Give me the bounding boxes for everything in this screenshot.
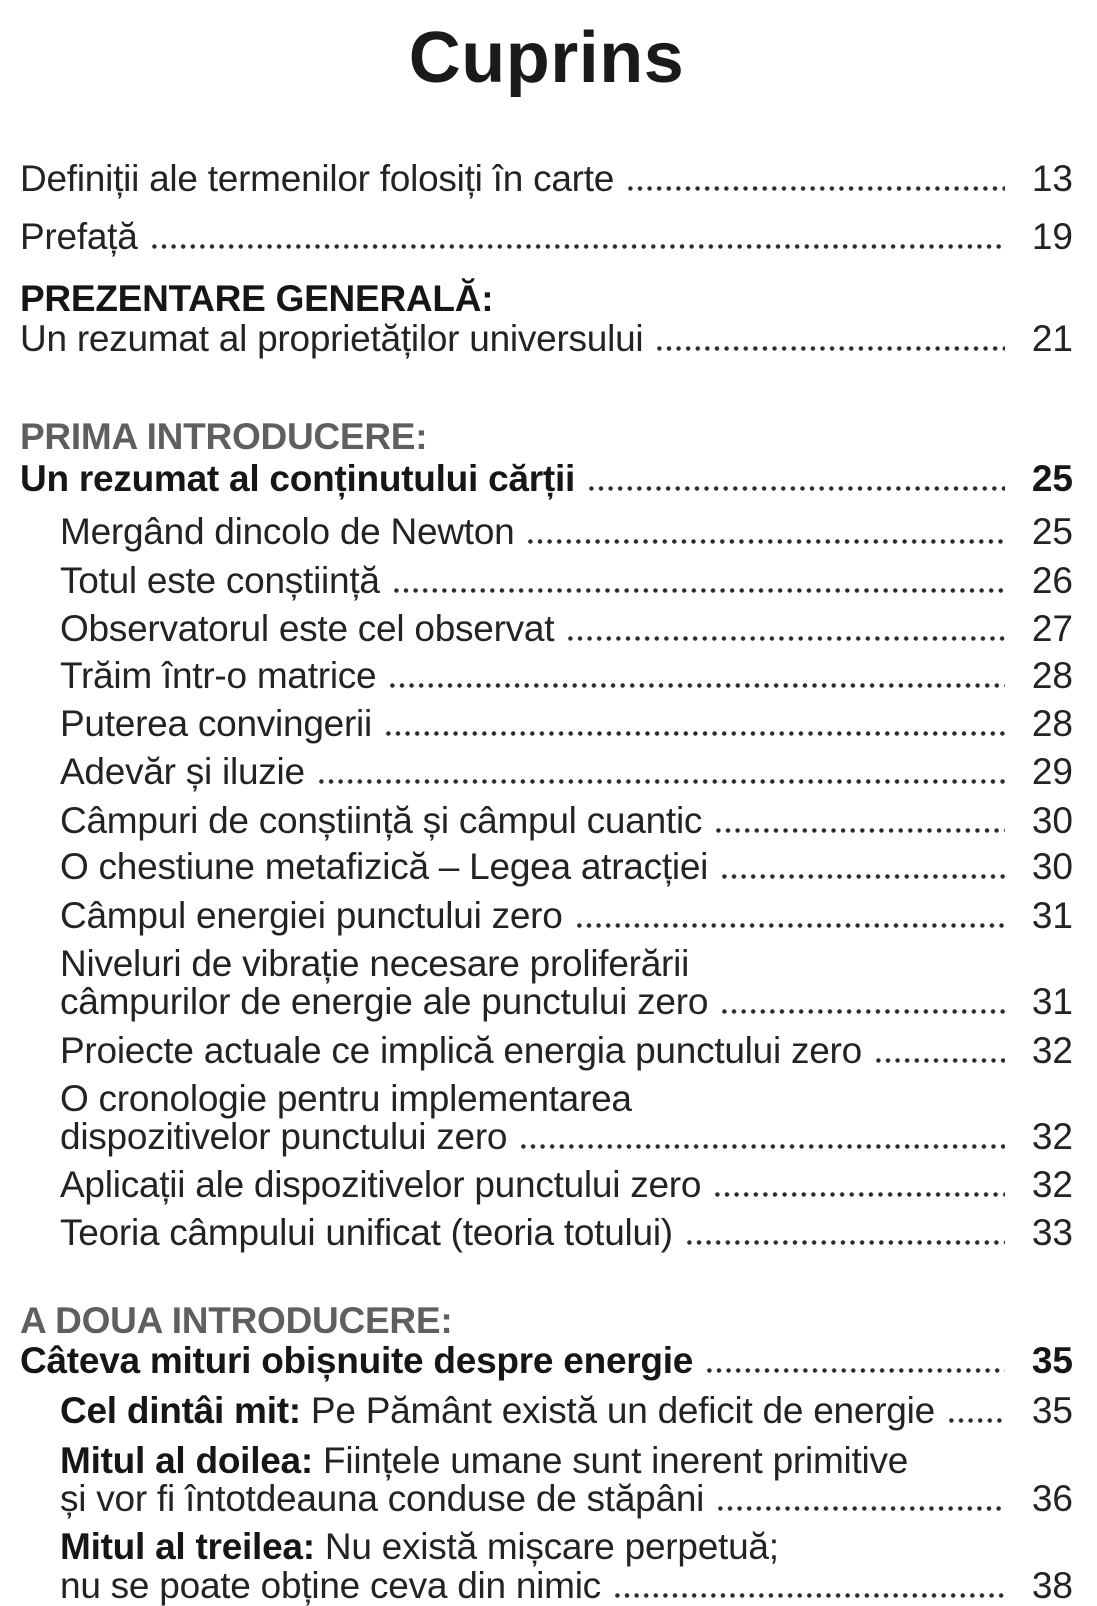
- toc-page-number: 30: [1031, 800, 1073, 841]
- toc-row: [20, 848, 1073, 886]
- toc-entry-label: Niveluri de vibrație necesare proliferării: [60, 943, 690, 984]
- toc-page-number: 21: [1031, 318, 1073, 359]
- toc-page-number: 28: [1031, 655, 1073, 696]
- toc-leader-dots: [718, 1506, 1005, 1511]
- toc-entry-label: Puterea convingerii: [60, 703, 372, 744]
- toc-leader-dots: [568, 636, 1005, 641]
- toc-entry-label: Totul este conștiință: [60, 560, 380, 601]
- toc-entry-label: Definiții ale termenilor folosiți în carte: [20, 158, 615, 199]
- toc-page-number: 19: [1031, 216, 1073, 257]
- toc-row: [20, 1480, 1073, 1518]
- toc-leader-dots: [657, 346, 1005, 351]
- toc-leader-dots: [521, 1144, 1005, 1149]
- toc-row: [20, 753, 1073, 791]
- toc-page-number: 32: [1031, 1116, 1073, 1157]
- toc-entry-label: Cel dintâi mit: Pe Pământ există un deficit de energie: [60, 1390, 935, 1431]
- toc-page-number: 27: [1031, 608, 1073, 649]
- toc-row: [20, 1392, 1073, 1430]
- toc-entry-label: Teoria câmpului unificat (teoria totului): [60, 1212, 673, 1253]
- toc-row: [20, 1080, 1073, 1118]
- toc-row: [20, 983, 1073, 1021]
- toc-list: [20, 160, 1073, 1605]
- toc-entry-label: nu se poate obține ceva din nimic: [60, 1565, 601, 1606]
- toc-row: [20, 657, 1073, 695]
- toc-row: [20, 1567, 1073, 1605]
- toc-entry-label: Un rezumat al conținutului cărții: [20, 458, 576, 499]
- toc-page-number: 30: [1031, 846, 1073, 887]
- toc-leader-dots: [386, 731, 1005, 736]
- toc-entry-label: Adevăr și iluzie: [60, 751, 305, 792]
- toc-page-number: 29: [1031, 751, 1073, 792]
- toc-row: [20, 320, 1073, 358]
- toc-page-number: 25: [1031, 458, 1073, 499]
- toc-section-header: [20, 280, 1073, 318]
- toc-entry-label: Câteva mituri obișnuite despre energie: [20, 1340, 694, 1381]
- toc-entry-label: PRIMA INTRODUCERE:: [20, 416, 428, 457]
- toc-row: [20, 160, 1073, 198]
- toc-entry-label: O chestiune metafizică – Legea atracției: [60, 846, 709, 887]
- toc-page-number: 35: [1031, 1390, 1073, 1431]
- toc-page-number: 36: [1031, 1478, 1073, 1519]
- toc-leader-dots: [707, 1368, 1005, 1373]
- toc-page-number: 28: [1031, 703, 1073, 744]
- toc-entry-label: Aplicații ale dispozitivelor punctului zero: [60, 1164, 702, 1205]
- toc-entry-label: câmpurilor de energie ale punctului zero: [60, 981, 709, 1022]
- toc-page-number: 31: [1031, 981, 1073, 1022]
- toc-row: [20, 1166, 1073, 1204]
- toc-entry-label: Un rezumat al proprietăților universului: [20, 318, 644, 359]
- toc-page-number: 35: [1031, 1340, 1073, 1381]
- toc-leader-dots: [577, 923, 1005, 928]
- toc-entry-label: Trăim într-o matrice: [60, 655, 377, 696]
- toc-entry-label: Mitul al treilea: Nu există mișcare perpetuă;: [60, 1526, 779, 1567]
- toc-leader-dots: [394, 588, 1005, 593]
- toc-leader-dots: [722, 1009, 1005, 1014]
- toc-leader-dots: [715, 1192, 1005, 1197]
- toc-row: [20, 1342, 1073, 1380]
- toc-leader-dots: [722, 874, 1005, 879]
- toc-page-number: 33: [1031, 1212, 1073, 1253]
- toc-entry-label: Observatorul este cel observat: [60, 608, 555, 649]
- toc-entry-prefix: Mitul al doilea:: [60, 1440, 313, 1481]
- toc-row: [20, 897, 1073, 935]
- toc-row: [20, 802, 1073, 840]
- toc-page-number: 25: [1031, 511, 1073, 552]
- toc-row: [20, 218, 1073, 256]
- toc-leader-dots: [528, 539, 1005, 544]
- toc-row: [20, 562, 1073, 600]
- toc-row: [20, 945, 1073, 983]
- toc-row: [20, 610, 1073, 648]
- toc-row: [20, 1032, 1073, 1070]
- toc-entry-label: Prefață: [20, 216, 138, 257]
- toc-leader-dots: [876, 1058, 1005, 1063]
- toc-page-number: 13: [1031, 158, 1073, 199]
- toc-leader-dots: [949, 1418, 1005, 1423]
- toc-leader-dots: [589, 486, 1005, 491]
- toc-row: [20, 460, 1073, 498]
- toc-entry-label: Câmpul energiei punctului zero: [60, 895, 563, 936]
- toc-leader-dots: [716, 828, 1005, 833]
- toc-row: [20, 1214, 1073, 1252]
- toc-page-number: 32: [1031, 1164, 1073, 1205]
- toc-leader-dots: [628, 186, 1005, 191]
- toc-page-number: 38: [1031, 1565, 1073, 1606]
- toc-leader-dots: [615, 1593, 1005, 1598]
- toc-leader-dots: [152, 244, 1005, 249]
- toc-row: [20, 513, 1073, 551]
- toc-leader-dots: [687, 1240, 1005, 1245]
- toc-row: [20, 1118, 1073, 1156]
- toc-section-header: [20, 1302, 1073, 1340]
- toc-row: [20, 1528, 1073, 1566]
- toc-entry-label: și vor fi întotdeauna conduse de stăpâni: [60, 1478, 705, 1519]
- page-title: Cuprins: [408, 18, 685, 98]
- toc-entry-label: O cronologie pentru implementarea: [60, 1078, 632, 1119]
- toc-entry-label: Mergând dincolo de Newton: [60, 511, 515, 552]
- toc-entry-label: Câmpuri de conștiință și câmpul cuantic: [60, 800, 703, 841]
- toc-row: [20, 705, 1073, 743]
- toc-entry-label: Mitul al doilea: Ființele umane sunt inerent primitive: [60, 1440, 909, 1481]
- toc-entry-label: dispozitivelor punctului zero: [60, 1116, 508, 1157]
- toc-section-header: [20, 418, 1073, 456]
- toc-page-number: 31: [1031, 895, 1073, 936]
- toc-entry-label: Proiecte actuale ce implică energia punctului zero: [60, 1030, 862, 1071]
- toc-page-number: 26: [1031, 560, 1073, 601]
- toc-row: [20, 1442, 1073, 1480]
- toc-page-number: 32: [1031, 1030, 1073, 1071]
- toc-entry-prefix: Cel dintâi mit:: [60, 1390, 301, 1431]
- toc-leader-dots: [390, 683, 1005, 688]
- toc-leader-dots: [319, 779, 1005, 784]
- toc-entry-prefix: Mitul al treilea:: [60, 1526, 315, 1567]
- toc-entry-label: A DOUA INTRODUCERE:: [20, 1300, 453, 1341]
- toc-entry-label: PREZENTARE GENERALĂ:: [20, 278, 494, 319]
